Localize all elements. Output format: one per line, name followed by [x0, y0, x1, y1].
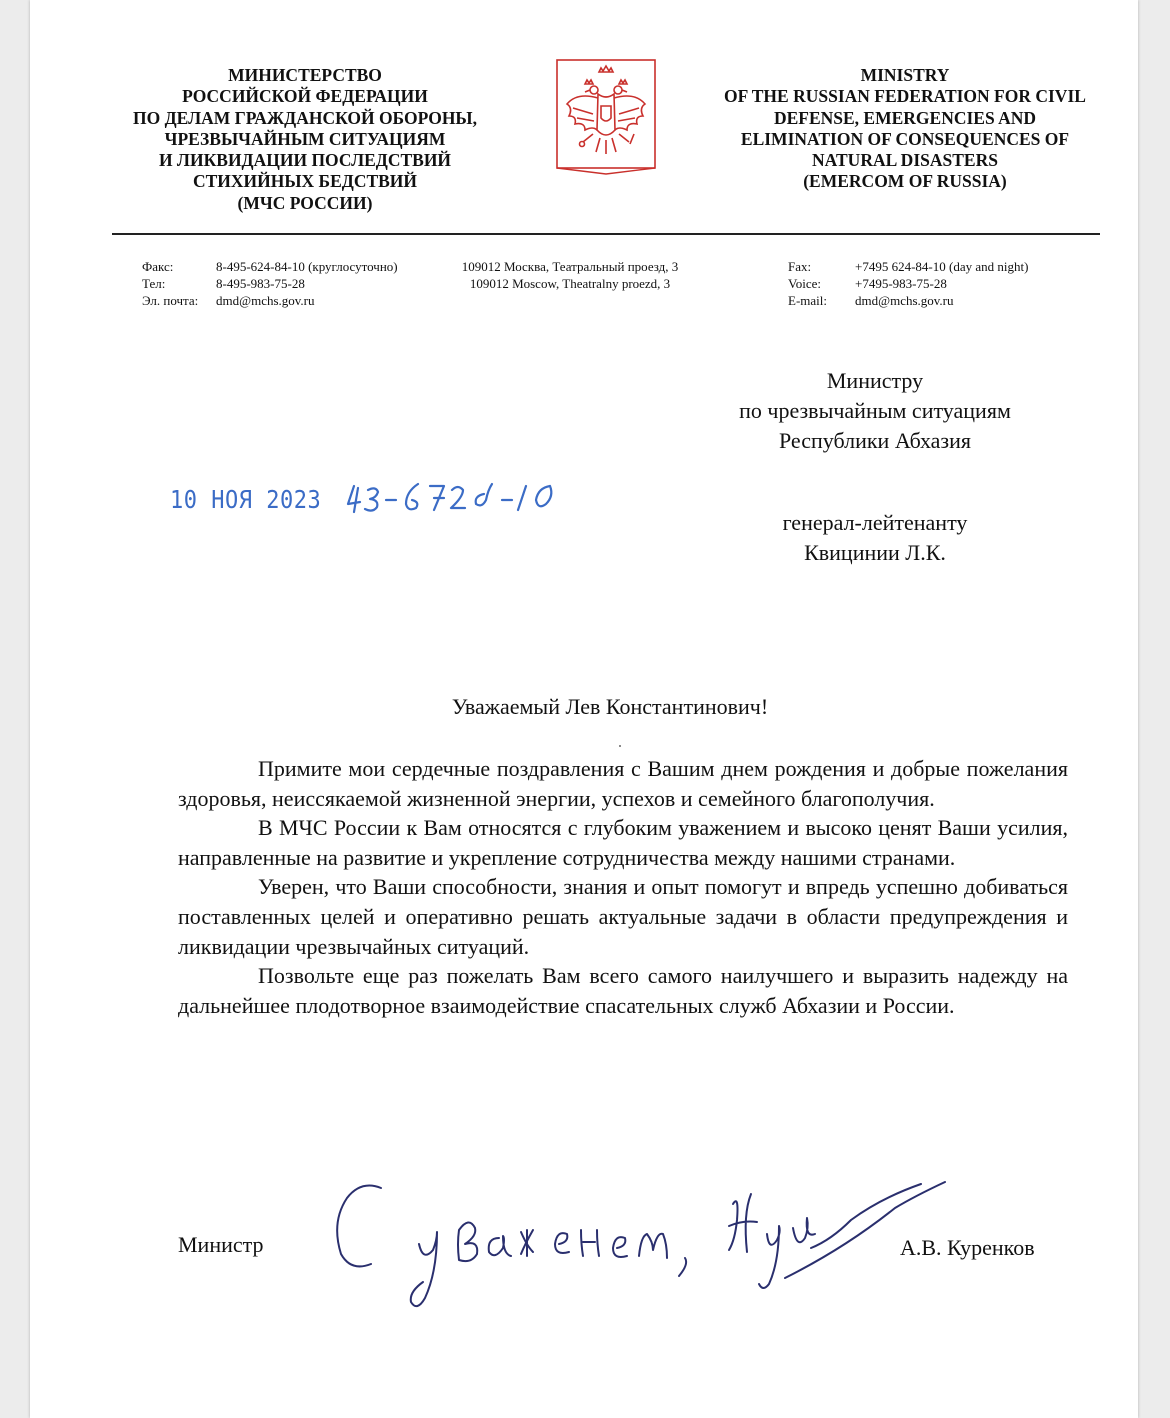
header-ru	[90, 65, 520, 214]
contact-value: +7495-983-75-28	[855, 276, 947, 291]
recipient-line: Квицинии Л.К.	[804, 540, 946, 565]
recipient-line: Республики Абхазия	[778, 428, 972, 453]
recipient-line: генерал-лейтенанту	[782, 510, 968, 535]
letter-paragraph: Уверен, что Ваши способности, знания и опыт помогут и впредь успешно добиваться поставленных целей и оперативно решать актуальные задачи в области предупреждения и ликвидации чрезвычайных ситуаций.	[178, 874, 1068, 959]
header-en	[685, 65, 1125, 193]
header-en-line: MINISTRY	[860, 65, 950, 85]
header-en-line: (EMERCOM OF RUSSIA)	[803, 171, 1007, 192]
letter-greeting: Уважаемый Лев Константинович!	[451, 694, 769, 719]
contact-label: Fax:	[788, 259, 812, 274]
header-ru-line: И ЛИКВИДАЦИИ ПОСЛЕДСТВИЙ	[158, 150, 452, 171]
date-stamp: 10 НОЯ 2023	[170, 486, 322, 515]
handwritten-signature	[315, 1168, 955, 1328]
header-en-line: NATURAL DISASTERS	[812, 150, 998, 171]
letter-body	[178, 754, 1068, 1020]
header-ru-line: ЧРЕЗВЫЧАЙНЫМ СИТУАЦИЯМ	[164, 128, 446, 149]
signatory-name: А.В. Куренков	[900, 1235, 1035, 1260]
header-ru-line: СТИХИЙНЫХ БЕДСТВИЙ	[192, 171, 418, 192]
contact-label: Тел:	[142, 276, 166, 291]
contacts-ru	[142, 258, 442, 312]
contact-value: 8-495-624-84-10 (круглосуточно)	[216, 259, 398, 274]
contact-label: E-mail:	[788, 293, 827, 308]
address-line: 109012 Moscow, Theatralny proezd, 3	[469, 276, 671, 291]
letter-paragraph: Примите мои сердечные поздравления с Вашим днем рождения и добрые пожелания здоровья, неиссякаемой жизненной энергии, успехов и семейного благополучия.	[178, 756, 1068, 811]
letter-paragraph: В МЧС России к Вам относятся с глубоким уважением и высоко ценят Ваши усилия, направленные на развитие и укрепление сотрудничества между нашими странами.	[178, 815, 1068, 870]
header-ru-line: РОССИЙСКОЙ ФЕДЕРАЦИИ	[182, 86, 428, 107]
contact-value: +7495 624-84-10 (day and night)	[855, 259, 1029, 274]
contact-value: 8-495-983-75-28	[216, 276, 305, 291]
contacts-en	[788, 258, 1098, 312]
header-en-line: OF THE RUSSIAN FEDERATION FOR CIVIL	[724, 86, 1086, 107]
address-block	[410, 258, 730, 292]
recipient-line	[650, 456, 1100, 508]
contact-value: dmd@mchs.gov.ru	[216, 293, 315, 308]
handwritten-registration-number	[340, 470, 590, 520]
recipient-line: по чрезвычайным ситуациям	[739, 398, 1011, 423]
recipient-block	[650, 366, 1100, 568]
contact-label: Voice:	[788, 276, 821, 291]
signatory-role: Министр	[178, 1232, 264, 1257]
letter-page	[30, 0, 1138, 1418]
header-ru-line: (МЧС РОССИИ)	[237, 192, 373, 213]
header-divider	[112, 233, 1100, 235]
header-ru-line: ПО ДЕЛАМ ГРАЖДАНСКОЙ ОБОРОНЫ,	[132, 107, 477, 128]
page-speck	[619, 745, 621, 747]
contact-label: Факс:	[142, 259, 174, 274]
recipient-line: Министру	[826, 368, 924, 393]
header-en-line: ELIMINATION OF CONSEQUENCES OF	[740, 128, 1070, 149]
header-en-line: DEFENSE, EMERGENCIES AND	[773, 107, 1037, 128]
address-line: 109012 Москва, Театральный проезд, 3	[461, 259, 679, 274]
contact-value: dmd@mchs.gov.ru	[855, 293, 954, 308]
coat-of-arms-icon	[555, 58, 657, 176]
letter-paragraph: Позвольте еще раз пожелать Вам всего самого наилучшего и выразить надежду на дальнейшее плодотворное взаимодействие спасательных служб Абхазии и России.	[178, 963, 1068, 1018]
header-ru-line: МИНИСТЕРСТВО	[228, 65, 382, 85]
contact-label: Эл. почта:	[142, 293, 199, 308]
